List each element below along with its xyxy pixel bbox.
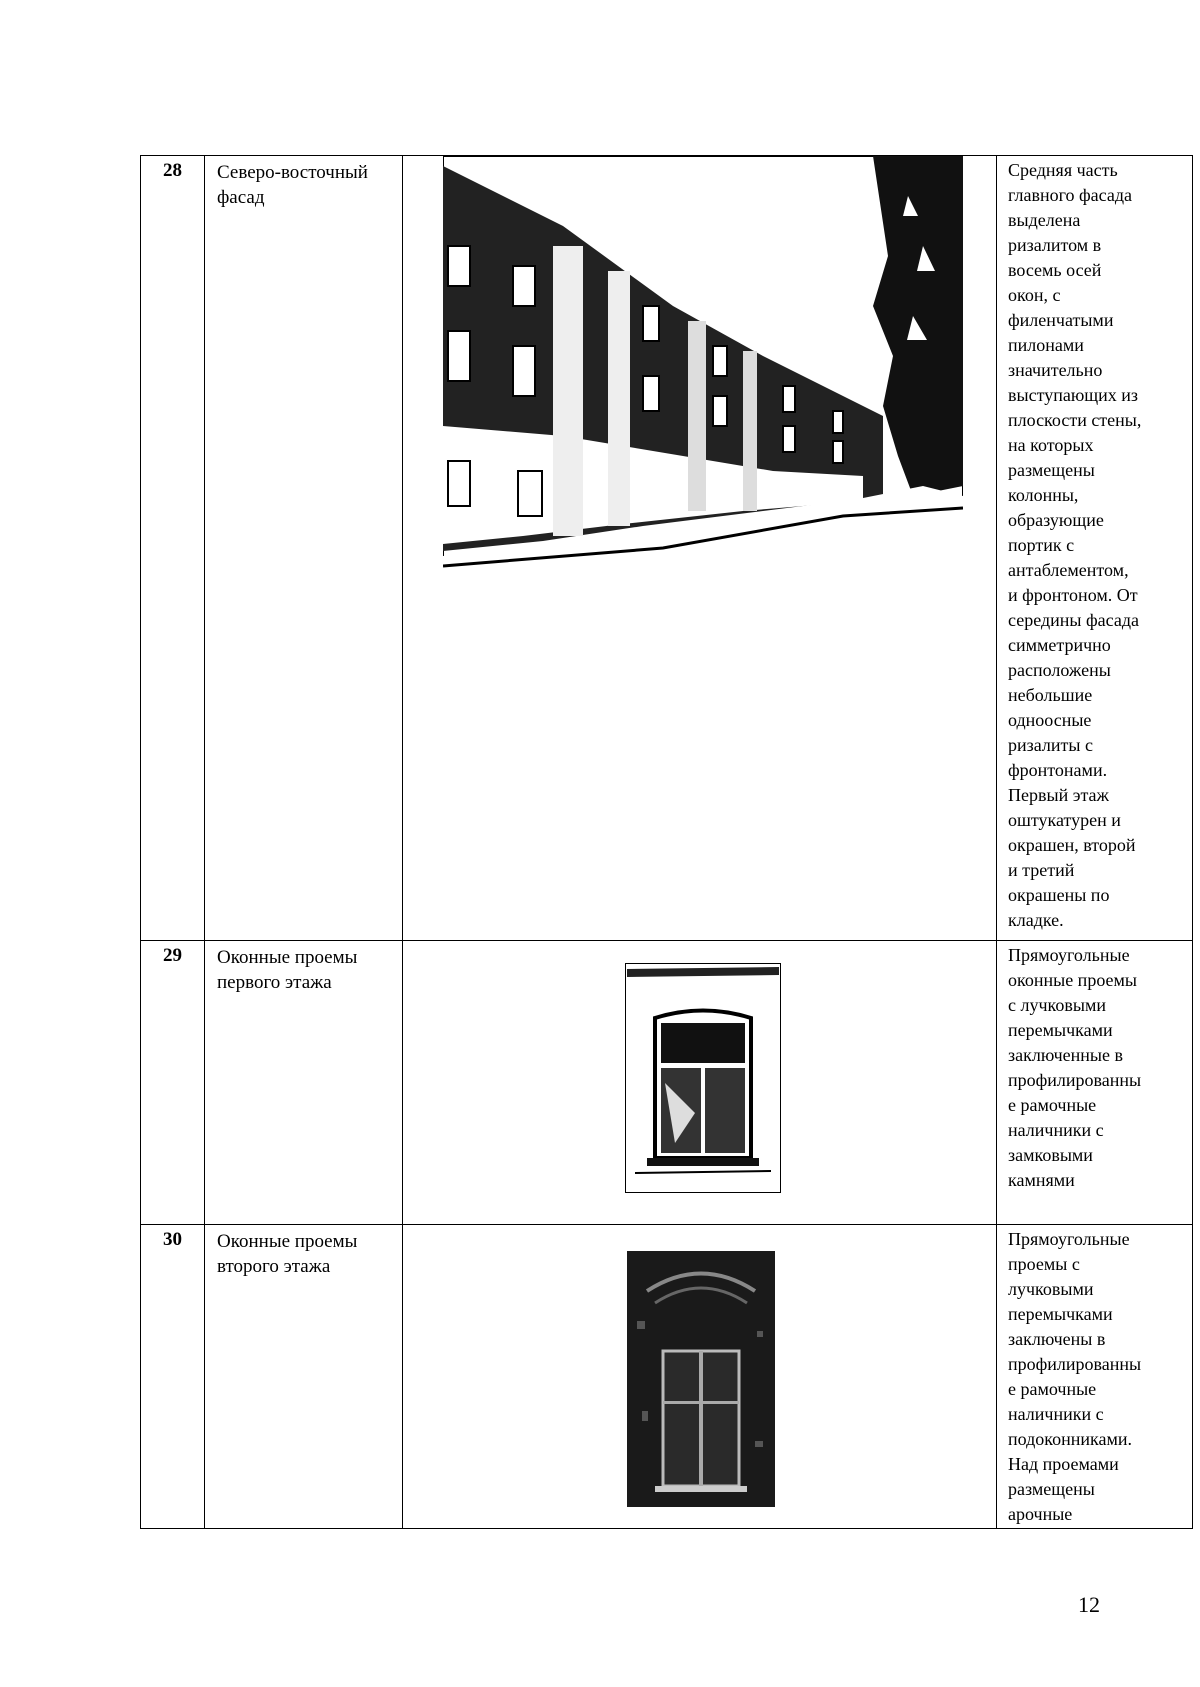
page-number: 12 [1078, 1592, 1100, 1617]
description-cell [997, 1225, 1193, 1529]
first-floor-window-photo [625, 963, 781, 1193]
row-number-cell [141, 1225, 205, 1529]
element-description: Прямоугольные оконные проемы с лучковыми перемычками заключенные в профилированны е рамочные наличники с замковыми камнями [1008, 945, 1142, 1190]
table-row [141, 941, 1193, 1225]
monument-elements-table [140, 155, 1193, 1529]
row-number: 29 [163, 945, 182, 966]
table-row [141, 156, 1193, 941]
row-number-cell [141, 156, 205, 941]
element-name-cell [205, 1225, 403, 1529]
row-number: 28 [163, 160, 182, 181]
element-name-cell [205, 156, 403, 941]
element-name: Оконные проемы второго этажа [217, 1231, 358, 1277]
photo-cell [403, 1225, 997, 1529]
description-cell [997, 941, 1193, 1225]
description-cell [997, 156, 1193, 941]
photo-cell [403, 156, 997, 941]
row-number: 30 [163, 1229, 182, 1250]
element-name: Оконные проемы первого этажа [217, 947, 358, 993]
element-description: Прямоугольные проемы с лучковыми перемычками заключены в профилированны е рамочные наличники с подоконниками. Над проемами размещены арочные [1008, 1229, 1142, 1524]
element-name: Северо-восточный фасад [217, 162, 368, 208]
second-floor-window-photo [627, 1251, 775, 1507]
table-row [141, 1225, 1193, 1529]
facade-photo [443, 156, 963, 586]
element-name-cell [205, 941, 403, 1225]
row-number-cell [141, 941, 205, 1225]
photo-cell [403, 941, 997, 1225]
element-description: Средняя часть главного фасада выделена ризалитом в восемь осей окон, с филенчатыми пилонами значительно выступающих из плоскости стены, на которых размещены колонны, образующие портик с антаблементом, и фронтоном. От середины фасада симметрично расположены небольшие одноосные ризалиты с фронтонами. Первый этаж оштукатурен и окрашен, второй и третий окрашены по кладке. [1008, 160, 1142, 930]
